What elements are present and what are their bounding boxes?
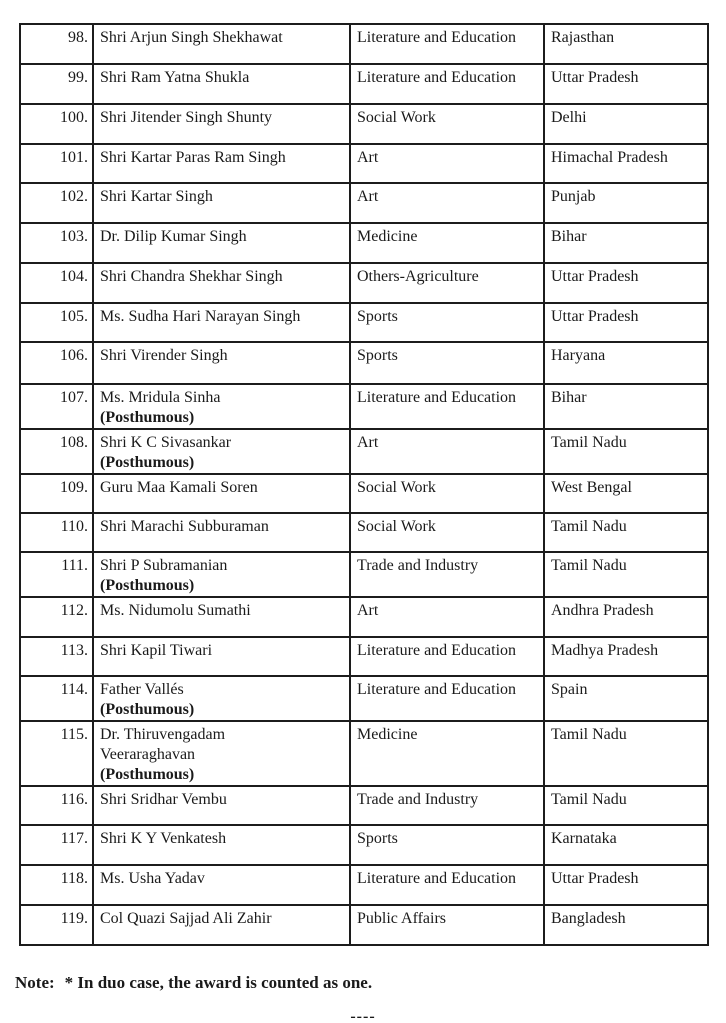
table-row — [20, 24, 708, 64]
awardees-table — [19, 23, 709, 946]
row-number-cell: 119. — [20, 905, 93, 945]
state-cell: Bihar — [544, 223, 708, 263]
table-row — [20, 144, 708, 183]
field-cell: Medicine — [350, 223, 544, 263]
field-cell: Literature and Education — [350, 676, 544, 721]
field-cell: Trade and Industry — [350, 552, 544, 597]
state-cell: Andhra Pradesh — [544, 597, 708, 637]
table-row — [20, 786, 708, 825]
table-row — [20, 552, 708, 597]
awardee-name-cell: Father Vallés (Posthumous) — [93, 676, 350, 721]
field-cell: Art — [350, 183, 544, 223]
awardee-name-cell: Shri K Y Venkatesh — [93, 825, 350, 865]
field-cell: Social Work — [350, 474, 544, 513]
posthumous-label: (Posthumous) — [100, 409, 195, 426]
row-number-cell: 98. — [20, 24, 93, 64]
awardee-name-cell: Dr. Thiruvengadam Veeraraghavan (Posthumous) — [93, 721, 350, 786]
field-cell: Art — [350, 144, 544, 183]
field-cell: Social Work — [350, 104, 544, 144]
row-number-cell: 99. — [20, 64, 93, 104]
awardee-name-cell: Shri Kapil Tiwari — [93, 637, 350, 676]
row-number-cell: 115. — [20, 721, 93, 786]
state-cell: Uttar Pradesh — [544, 64, 708, 104]
row-number-cell: 106. — [20, 342, 93, 384]
awardee-name-cell: Shri Sridhar Vembu — [93, 786, 350, 825]
state-cell: Tamil Nadu — [544, 721, 708, 786]
field-cell: Social Work — [350, 513, 544, 552]
table-row — [20, 384, 708, 429]
field-cell: Public Affairs — [350, 905, 544, 945]
row-number-cell: 117. — [20, 825, 93, 865]
table-row — [20, 263, 708, 303]
row-number-cell: 110. — [20, 513, 93, 552]
table-row — [20, 474, 708, 513]
state-cell: Tamil Nadu — [544, 786, 708, 825]
row-number-cell: 112. — [20, 597, 93, 637]
awardee-name-cell: Shri P Subramanian (Posthumous) — [93, 552, 350, 597]
row-number-cell: 107. — [20, 384, 93, 429]
state-cell: Tamil Nadu — [544, 429, 708, 474]
field-cell: Others-Agriculture — [350, 263, 544, 303]
awardee-name-cell: Dr. Dilip Kumar Singh — [93, 223, 350, 263]
row-number-cell: 108. — [20, 429, 93, 474]
posthumous-label: (Posthumous) — [100, 454, 195, 471]
table-row — [20, 676, 708, 721]
field-cell: Literature and Education — [350, 24, 544, 64]
row-number-cell: 118. — [20, 865, 93, 905]
posthumous-label: (Posthumous) — [100, 766, 195, 783]
field-cell: Art — [350, 597, 544, 637]
table-row — [20, 865, 708, 905]
table-row — [20, 721, 708, 786]
posthumous-label: (Posthumous) — [100, 701, 195, 718]
field-cell: Sports — [350, 825, 544, 865]
table-row — [20, 597, 708, 637]
table-row — [20, 223, 708, 263]
posthumous-label: (Posthumous) — [100, 577, 195, 594]
awardee-name-cell: Shri Marachi Subburaman — [93, 513, 350, 552]
field-cell: Art — [350, 429, 544, 474]
awardee-name-cell: Ms. Usha Yadav — [93, 865, 350, 905]
awardee-name-cell: Shri Chandra Shekhar Singh — [93, 263, 350, 303]
awardee-name-cell: Ms. Nidumolu Sumathi — [93, 597, 350, 637]
field-cell: Literature and Education — [350, 384, 544, 429]
note-text: * In duo case, the award is counted as one. — [64, 973, 373, 992]
row-number-cell: 109. — [20, 474, 93, 513]
state-cell: Uttar Pradesh — [544, 865, 708, 905]
row-number-cell: 104. — [20, 263, 93, 303]
table-row — [20, 104, 708, 144]
table-row — [20, 303, 708, 342]
state-cell: Madhya Pradesh — [544, 637, 708, 676]
table-row — [20, 513, 708, 552]
field-cell: Trade and Industry — [350, 786, 544, 825]
state-cell: Bangladesh — [544, 905, 708, 945]
awardee-name-cell: Shri Arjun Singh Shekhawat — [93, 24, 350, 64]
row-number-cell: 103. — [20, 223, 93, 263]
state-cell: Himachal Pradesh — [544, 144, 708, 183]
state-cell: Uttar Pradesh — [544, 263, 708, 303]
row-number-cell: 116. — [20, 786, 93, 825]
awardee-name-cell: Shri Jitender Singh Shunty — [93, 104, 350, 144]
row-number-cell: 100. — [20, 104, 93, 144]
state-cell: West Bengal — [544, 474, 708, 513]
note-label: Note: — [15, 973, 55, 992]
state-cell: Tamil Nadu — [544, 552, 708, 597]
field-cell: Literature and Education — [350, 64, 544, 104]
row-number-cell: 105. — [20, 303, 93, 342]
table-row — [20, 183, 708, 223]
field-cell: Literature and Education — [350, 637, 544, 676]
row-number-cell: 113. — [20, 637, 93, 676]
table-row — [20, 637, 708, 676]
note-line — [15, 972, 726, 993]
state-cell: Bihar — [544, 384, 708, 429]
table-row — [20, 429, 708, 474]
state-cell: Haryana — [544, 342, 708, 384]
awardee-name-cell: Shri Kartar Paras Ram Singh — [93, 144, 350, 183]
state-cell: Spain — [544, 676, 708, 721]
awardee-name-cell: Ms. Sudha Hari Narayan Singh — [93, 303, 350, 342]
state-cell: Karnataka — [544, 825, 708, 865]
awardee-name-cell: Shri Kartar Singh — [93, 183, 350, 223]
state-cell: Tamil Nadu — [544, 513, 708, 552]
state-cell: Punjab — [544, 183, 708, 223]
end-marker: ---- — [350, 1008, 376, 1023]
field-cell: Literature and Education — [350, 865, 544, 905]
state-cell: Uttar Pradesh — [544, 303, 708, 342]
awardee-name-cell: Ms. Mridula Sinha (Posthumous) — [93, 384, 350, 429]
field-cell: Sports — [350, 303, 544, 342]
table-row — [20, 825, 708, 865]
state-cell: Delhi — [544, 104, 708, 144]
table-row — [20, 905, 708, 945]
awardee-name-cell: Col Quazi Sajjad Ali Zahir — [93, 905, 350, 945]
awardee-name-cell: Shri Virender Singh — [93, 342, 350, 384]
row-number-cell: 101. — [20, 144, 93, 183]
state-cell: Rajasthan — [544, 24, 708, 64]
field-cell: Medicine — [350, 721, 544, 786]
table-row — [20, 64, 708, 104]
awardees-table-body — [20, 24, 708, 945]
table-row — [20, 342, 708, 384]
row-number-cell: 111. — [20, 552, 93, 597]
awardee-name-cell: Guru Maa Kamali Soren — [93, 474, 350, 513]
row-number-cell: 102. — [20, 183, 93, 223]
field-cell: Sports — [350, 342, 544, 384]
awardee-name-cell: Shri K C Sivasankar (Posthumous) — [93, 429, 350, 474]
row-number-cell: 114. — [20, 676, 93, 721]
awardee-name-cell: Shri Ram Yatna Shukla — [93, 64, 350, 104]
